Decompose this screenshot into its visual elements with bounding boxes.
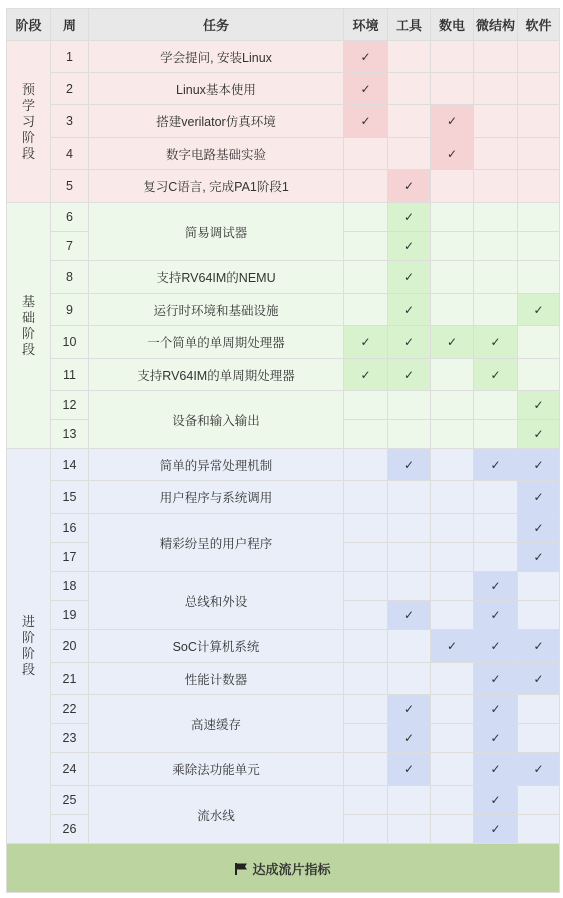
microarch-cell: [474, 695, 518, 724]
tools-cell: [388, 326, 431, 359]
table-row: [7, 572, 560, 601]
week-cell: 19: [51, 601, 89, 630]
table-row: [7, 753, 560, 786]
week-cell: 14: [51, 449, 89, 481]
env-cell: [344, 449, 388, 481]
table-row: [7, 663, 560, 695]
check-mark-icon: ✓: [490, 579, 501, 593]
check-mark-icon: ✓: [403, 762, 415, 776]
task-cell: 数字电路基础实验: [89, 138, 344, 170]
check-mark-icon: ✓: [360, 114, 371, 128]
tools-cell: [388, 543, 431, 572]
env-cell: [344, 786, 388, 815]
flag-icon: [235, 863, 248, 878]
tools-cell: [388, 514, 431, 543]
week-cell: 12: [51, 391, 89, 420]
env-cell: [344, 572, 388, 601]
env-cell: [344, 326, 388, 359]
phase-char: 预: [21, 81, 35, 97]
check-mark-icon: ✓: [446, 335, 458, 349]
check-mark-icon: ✓: [403, 335, 415, 349]
digital-cell: [431, 695, 474, 724]
microarch-cell: [474, 449, 518, 481]
software-cell: [518, 203, 560, 232]
microarch-cell: [474, 481, 518, 514]
software-cell: [518, 786, 560, 815]
digital-cell: [431, 753, 474, 786]
env-cell: [344, 753, 388, 786]
check-mark-icon: ✓: [360, 335, 371, 349]
week-cell: 8: [51, 261, 89, 294]
env-cell: [344, 391, 388, 420]
microarch-cell: [474, 232, 518, 261]
check-mark-icon: ✓: [490, 671, 501, 686]
task-cell: 运行时环境和基础设施: [89, 294, 344, 326]
table-row: [7, 105, 560, 138]
software-cell: [518, 294, 560, 326]
tools-cell: [388, 391, 431, 420]
phase-char: 段: [21, 662, 35, 677]
task-cell: 高速缓存: [89, 695, 344, 753]
env-cell: [344, 481, 388, 514]
env-cell: [344, 601, 388, 630]
header-digital: 数电: [431, 9, 474, 41]
microarch-cell: [474, 753, 518, 786]
week-cell: 15: [51, 481, 89, 514]
check-mark-icon: ✓: [360, 81, 371, 96]
week-cell: 10: [51, 326, 89, 359]
phase-char: 阶: [21, 646, 35, 661]
check-mark-icon: ✓: [490, 608, 501, 622]
digital-cell: [431, 261, 474, 294]
phase-char: 阶: [21, 630, 35, 645]
microarch-cell: [474, 138, 518, 170]
phase-cell: [7, 203, 51, 449]
digital-cell: [431, 815, 474, 844]
tools-cell: [388, 232, 431, 261]
software-cell: [518, 41, 560, 73]
software-cell: [518, 630, 560, 663]
phase-cell: [7, 41, 51, 203]
digital-cell: [431, 601, 474, 630]
table-row: [7, 514, 560, 543]
microarch-cell: [474, 514, 518, 543]
digital-cell: [431, 724, 474, 753]
env-cell: [344, 815, 388, 844]
check-mark-icon: ✓: [533, 457, 544, 472]
check-mark-icon: ✓: [446, 114, 458, 128]
microarch-cell: [474, 420, 518, 449]
env-cell: [344, 73, 388, 105]
task-cell: 简单的异常处理机制: [89, 449, 344, 481]
header-microarch: 微结构: [474, 9, 518, 41]
table-row: [7, 695, 560, 724]
microarch-cell: [474, 724, 518, 753]
software-cell: [518, 815, 560, 844]
tools-cell: [388, 105, 431, 138]
software-cell: [518, 420, 560, 449]
check-mark-icon: ✓: [533, 427, 544, 441]
microarch-cell: [474, 41, 518, 73]
check-mark-icon: ✓: [533, 398, 544, 412]
check-mark-icon: ✓: [490, 367, 501, 382]
microarch-cell: [474, 630, 518, 663]
phase-char: 段: [21, 341, 35, 357]
header-env: 环境: [344, 9, 388, 41]
microarch-cell: [474, 294, 518, 326]
software-cell: [518, 449, 560, 481]
env-cell: [344, 359, 388, 391]
digital-cell: [431, 359, 474, 391]
digital-cell: [431, 41, 474, 73]
digital-cell: [431, 391, 474, 420]
microarch-cell: [474, 543, 518, 572]
microarch-cell: [474, 73, 518, 105]
microarch-cell: [474, 105, 518, 138]
task-cell: 总线和外设: [89, 572, 344, 630]
check-mark-icon: ✓: [403, 608, 415, 622]
env-cell: [344, 105, 388, 138]
task-cell: 流水线: [89, 786, 344, 844]
microarch-cell: [474, 359, 518, 391]
check-mark-icon: ✓: [403, 179, 415, 193]
week-cell: 25: [51, 786, 89, 815]
check-mark-icon: ✓: [490, 639, 501, 653]
week-cell: 16: [51, 514, 89, 543]
env-cell: [344, 138, 388, 170]
task-cell: 乘除法功能单元: [89, 753, 344, 786]
env-cell: [344, 232, 388, 261]
table-row: [7, 73, 560, 105]
week-cell: 21: [51, 663, 89, 695]
schedule-body: [7, 41, 560, 893]
week-cell: 20: [51, 630, 89, 663]
software-cell: [518, 514, 560, 543]
task-cell: SoC计算机系统: [89, 630, 344, 663]
check-mark-icon: ✓: [533, 550, 544, 564]
microarch-cell: [474, 815, 518, 844]
software-cell: [518, 170, 560, 203]
microarch-cell: [474, 572, 518, 601]
tools-cell: [388, 294, 431, 326]
table-row: [7, 261, 560, 294]
table-row: [7, 359, 560, 391]
task-cell: 设备和输入输出: [89, 391, 344, 449]
software-cell: [518, 391, 560, 420]
software-cell: [518, 261, 560, 294]
task-cell: 精彩纷呈的用户程序: [89, 514, 344, 572]
check-mark-icon: ✓: [403, 367, 415, 382]
final-row: [7, 844, 560, 893]
week-cell: 18: [51, 572, 89, 601]
digital-cell: [431, 543, 474, 572]
check-mark-icon: ✓: [403, 302, 415, 317]
tools-cell: [388, 261, 431, 294]
table-row: [7, 170, 560, 203]
software-cell: [518, 481, 560, 514]
software-cell: [518, 138, 560, 170]
microarch-cell: [474, 261, 518, 294]
tools-cell: [388, 572, 431, 601]
env-cell: [344, 261, 388, 294]
table-row: [7, 449, 560, 481]
tools-cell: [388, 41, 431, 73]
check-mark-icon: ✓: [403, 239, 415, 253]
table-row: [7, 630, 560, 663]
tools-cell: [388, 753, 431, 786]
week-cell: 1: [51, 41, 89, 73]
week-cell: 26: [51, 815, 89, 844]
task-cell: 复习C语言, 完成PA1阶段1: [89, 170, 344, 203]
digital-cell: [431, 572, 474, 601]
microarch-cell: [474, 786, 518, 815]
table-row: [7, 41, 560, 73]
software-cell: [518, 663, 560, 695]
table-row: [7, 203, 560, 232]
final-label: 达成流片指标: [252, 861, 331, 877]
phase-char: 阶: [21, 129, 35, 145]
microarch-cell: [474, 203, 518, 232]
check-mark-icon: ✓: [403, 731, 415, 745]
table-row: [7, 294, 560, 326]
phase-char: 阶: [21, 325, 35, 341]
check-mark-icon: ✓: [490, 793, 501, 807]
header-task: 任务: [89, 9, 344, 41]
task-cell: Linux基本使用: [89, 73, 344, 105]
week-cell: 24: [51, 753, 89, 786]
table-row: [7, 138, 560, 170]
digital-cell: [431, 786, 474, 815]
phase-char: 习: [21, 113, 35, 129]
env-cell: [344, 663, 388, 695]
week-cell: 11: [51, 359, 89, 391]
check-mark-icon: ✓: [533, 521, 544, 535]
check-mark-icon: ✓: [490, 731, 501, 745]
week-cell: 2: [51, 73, 89, 105]
check-mark-icon: ✓: [490, 702, 501, 716]
env-cell: [344, 630, 388, 663]
tools-cell: [388, 786, 431, 815]
digital-cell: [431, 105, 474, 138]
final-milestone: [7, 844, 560, 893]
check-mark-icon: ✓: [403, 702, 415, 716]
digital-cell: [431, 294, 474, 326]
software-cell: [518, 232, 560, 261]
env-cell: [344, 41, 388, 73]
header-row: [7, 9, 560, 41]
task-cell: 搭建verilator仿真环境: [89, 105, 344, 138]
task-cell: 性能计数器: [89, 663, 344, 695]
software-cell: [518, 572, 560, 601]
task-cell: 用户程序与系统调用: [89, 481, 344, 514]
schedule-table: [6, 8, 560, 893]
env-cell: [344, 724, 388, 753]
software-cell: [518, 601, 560, 630]
phase-char: 基: [21, 293, 35, 309]
software-cell: [518, 326, 560, 359]
tools-cell: [388, 724, 431, 753]
digital-cell: [431, 630, 474, 663]
tools-cell: [388, 203, 431, 232]
env-cell: [344, 543, 388, 572]
week-cell: 5: [51, 170, 89, 203]
task-cell: 支持RV64IM的单周期处理器: [89, 359, 344, 391]
table-row: [7, 326, 560, 359]
header-week: 周: [51, 9, 89, 41]
table-row: [7, 786, 560, 815]
phase-char: 进: [21, 614, 35, 629]
digital-cell: [431, 663, 474, 695]
week-cell: 3: [51, 105, 89, 138]
software-cell: [518, 695, 560, 724]
microarch-cell: [474, 391, 518, 420]
software-cell: [518, 359, 560, 391]
digital-cell: [431, 326, 474, 359]
tools-cell: [388, 170, 431, 203]
check-mark-icon: ✓: [533, 762, 544, 776]
check-mark-icon: ✓: [490, 335, 501, 349]
env-cell: [344, 203, 388, 232]
software-cell: [518, 105, 560, 138]
check-mark-icon: ✓: [360, 49, 371, 64]
tools-cell: [388, 601, 431, 630]
check-mark-icon: ✓: [360, 367, 371, 382]
digital-cell: [431, 138, 474, 170]
digital-cell: [431, 232, 474, 261]
week-cell: 6: [51, 203, 89, 232]
week-cell: 4: [51, 138, 89, 170]
check-mark-icon: ✓: [533, 490, 544, 504]
header-tools: 工具: [388, 9, 431, 41]
tools-cell: [388, 695, 431, 724]
week-cell: 17: [51, 543, 89, 572]
phase-cell: [7, 449, 51, 844]
digital-cell: [431, 420, 474, 449]
task-cell: 简易调试器: [89, 203, 344, 261]
software-cell: [518, 753, 560, 786]
software-cell: [518, 73, 560, 105]
check-mark-icon: ✓: [403, 270, 415, 284]
microarch-cell: [474, 170, 518, 203]
week-cell: 7: [51, 232, 89, 261]
check-mark-icon: ✓: [403, 457, 415, 472]
table-row: [7, 481, 560, 514]
check-mark-icon: ✓: [533, 639, 544, 653]
tools-cell: [388, 420, 431, 449]
check-mark-icon: ✓: [403, 210, 415, 224]
microarch-cell: [474, 326, 518, 359]
tools-cell: [388, 663, 431, 695]
env-cell: [344, 695, 388, 724]
digital-cell: [431, 481, 474, 514]
week-cell: 13: [51, 420, 89, 449]
week-cell: 23: [51, 724, 89, 753]
check-mark-icon: ✓: [533, 302, 544, 317]
env-cell: [344, 294, 388, 326]
check-mark-icon: ✓: [490, 762, 501, 776]
task-cell: 一个简单的单周期处理器: [89, 326, 344, 359]
software-cell: [518, 543, 560, 572]
env-cell: [344, 420, 388, 449]
digital-cell: [431, 73, 474, 105]
check-mark-icon: ✓: [490, 822, 501, 836]
phase-char: 学: [21, 97, 35, 113]
digital-cell: [431, 514, 474, 543]
task-cell: 支持RV64IM的NEMU: [89, 261, 344, 294]
check-mark-icon: ✓: [446, 146, 458, 161]
tools-cell: [388, 138, 431, 170]
header-phase: 阶段: [7, 9, 51, 41]
digital-cell: [431, 170, 474, 203]
digital-cell: [431, 449, 474, 481]
table-row: [7, 391, 560, 420]
tools-cell: [388, 815, 431, 844]
week-cell: 22: [51, 695, 89, 724]
phase-char: 段: [21, 145, 35, 161]
microarch-cell: [474, 663, 518, 695]
task-cell: 学会提问, 安装Linux: [89, 41, 344, 73]
phase-char: 础: [21, 309, 35, 325]
tools-cell: [388, 630, 431, 663]
microarch-cell: [474, 601, 518, 630]
tools-cell: [388, 359, 431, 391]
tools-cell: [388, 481, 431, 514]
check-mark-icon: ✓: [490, 457, 501, 472]
tools-cell: [388, 449, 431, 481]
digital-cell: [431, 203, 474, 232]
tools-cell: [388, 73, 431, 105]
software-cell: [518, 724, 560, 753]
check-mark-icon: ✓: [533, 671, 544, 686]
header-software: 软件: [518, 9, 560, 41]
week-cell: 9: [51, 294, 89, 326]
env-cell: [344, 170, 388, 203]
env-cell: [344, 514, 388, 543]
check-mark-icon: ✓: [446, 639, 458, 653]
